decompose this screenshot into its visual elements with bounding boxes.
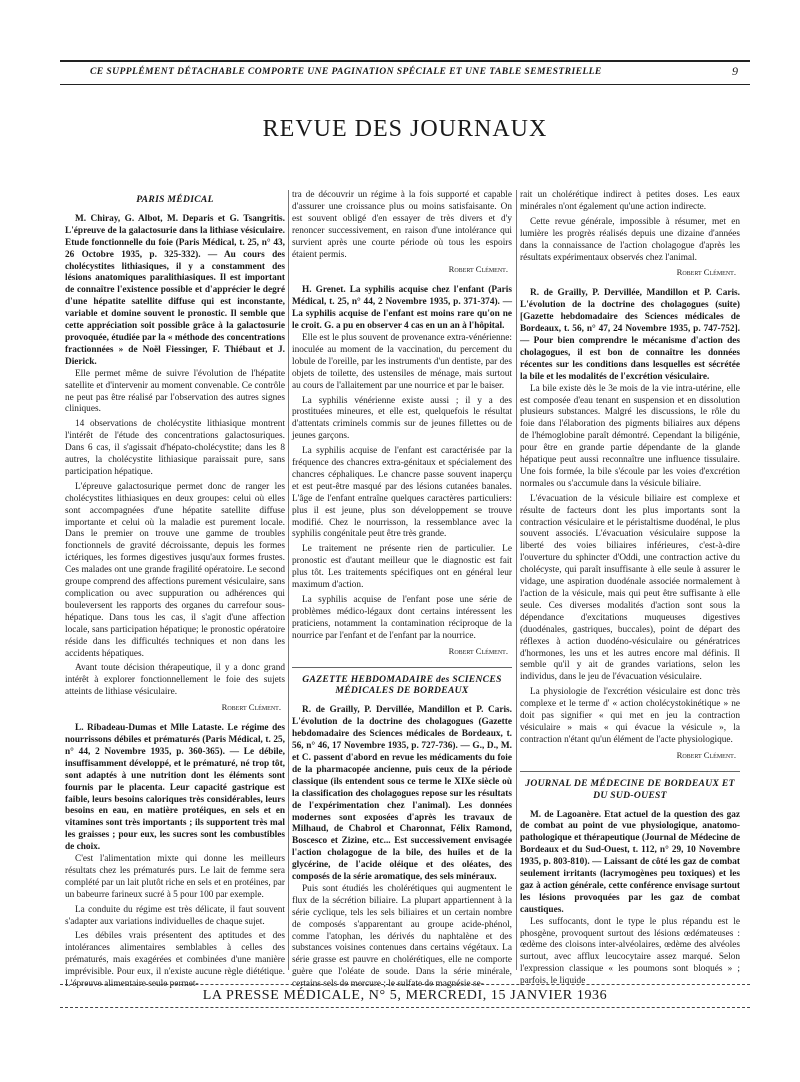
article-paragraph: Avant toute décision thérapeutique, il y a donc grand intérêt à explorer fonctionnellement le foie des sujets atteints de lithiase vésiculaire.	[65, 663, 285, 698]
column-1	[65, 190, 285, 994]
footer-imprint: LA PRESSE MÉDICALE, N° 5, MERCREDI, 15 JANVIER 1936	[202, 988, 608, 1003]
article-paragraph: Les débiles vrais présentent des aptitudes et des intolérances alimentaires semblables à celles des prématurés, mais exagérées et combinées d'une manière imprévisible. Pour eux, il n'existe aucune règle diététique. L'épreuve alimentaire seule permet-	[65, 931, 285, 990]
article-paragraph: Elle permet même de suivre l'évolution de l'hépatite satellite et d'intervenir au moment convenable. Ce contrôle ne peut pas être réalisé par l'observation des autres signes cliniques.	[65, 368, 285, 415]
article-paragraph: L. Ribadeau-Dumas et Mlle Lataste. Le régime des nourrissons débiles et prématurés (Paris Médical, t. 25, n° 44, 2 Novembre 1935, p. 360-365). — Le débile, insuffisamment développé, et le prématuré, né trop tôt, sont adaptés à une nutrition dont les éléments sont fournis par le placenta. Leur capacité gastrique est faible, leurs besoins caloriques très considérables, leurs besoins en eau, en matière protéiques, en sels et en vitamines sont très importants ; ils supportent très mal les graisses ; pour eux, les sucres sont les combustibles de choix.	[65, 723, 285, 853]
article-paragraph: La physiologie de l'excrétion vésiculaire est donc très complexe et le terme d' « action cholécystokinétique » ne doit pas signifier « qui met en jeu la contraction vésiculaire » mais « qui évacue la vésicule », la contraction n'étant qu'un élément de l'acte physiologique.	[520, 687, 740, 745]
section-heading: PARIS MÉDICAL	[136, 194, 214, 205]
article-paragraph: M. de Lagoanère. Etat actuel de la question des gaz de combat au point de vue physiologique, anatomo-pathologique et thérapeutique (Journal de Médecine de Bordeaux et du Sud-Ouest, t. 112, n° 29, 10 Novembre 1935, p. 803-810). — Laissant de côté les gaz de combat seulement irritants (lacrymogènes peu toxiques) et les gaz à action générale, cette conférence envisage surtout les lésions provoquées par les gaz de combat caustiques.	[520, 809, 740, 915]
article-paragraph: H. Grenet. La syphilis acquise chez l'enfant (Paris Médical, t. 25, n° 44, 2 Novembre 1935, p. 371-374). — La syphilis acquise de l'enfant est moins rare qu'on ne le croit. G. a pu en observer 4 cas en un an à l'hôpital.	[292, 285, 512, 332]
journal-page	[60, 40, 750, 1070]
section-heading: JOURNAL DE MÉDECINE DE BORDEAUX ET DU SUD-OUEST	[520, 771, 740, 802]
header-notice: CE SUPPLÉMENT DÉTACHABLE COMPORTE UNE PAGINATION SPÉCIALE ET UNE TABLE SEMESTRIELLE	[90, 66, 602, 77]
article-paragraph: C'est l'alimentation mixte qui donne les meilleurs résultats chez les prématurés purs. Le lait de femme sera complété par un lait plutôt riche en sels et en protéines, par un babeurre farineux sucré à 5 pour 100 par exemple.	[65, 854, 285, 900]
footer-band	[60, 984, 750, 1008]
article-paragraph: La syphilis acquise de l'enfant est caractérisée par la fréquence des chancres extra-génitaux et spécialement des chancres céphaliques. Le chancre passe souvent inaperçu et est peut-être masqué par des lésions cutanées banales. L'âge de l'enfant entraîne quelques caractères particuliers: plus il est jeune, plus son développement se trouve modifié. Chez le nourrisson, la ressemblance avec la syphilis congénitale peut être très grande.	[292, 446, 512, 540]
article-paragraph: L'épreuve galactosurique permet donc de ranger les cholécystites lithiasiques en deux groupes: celui où elles sont accompagnées d'une hépatite satellite diffuse importante et celui où la maladie est purement locale. Dans le premier on trouve une gamme de troubles fonctionnels de gravité décroissante, depuis les formes ictériques, les formes digestives jusqu'aux formes frustes. Ces malades ont une grande fragilité opératoire. Le second groupe comprend des affections purement vésiculaire, sans complication ou avec suppuration ou adhérences qui bouleversent les rapports des organes du carrefour sous-hépatique. Dans tous les cas, il s'agit d'une affection locale, sans participation hépatique; le pronostic opératoire réside dans les difficultés techniques et non dans les accidents hépatiques.	[65, 481, 285, 659]
article-paragraph: Le traitement ne présente rien de particulier. Le pronostic est d'autant meilleur que le diagnostic est fait plus tôt. Les traitements spécifiques ont en général leur maximum d'action.	[292, 544, 512, 591]
author-signature: Robert Clément.	[676, 749, 736, 760]
article-paragraph: La conduite du régime est très délicate, il faut souvent s'adapter aux variations individuelles de chaque sujet.	[65, 904, 285, 927]
article-paragraph: M. Chiray, G. Albot, M. Deparis et G. Tsangritis. L'épreuve de la galactosurie dans la lithiase vésiculaire. Etude fonctionnelle du foie (Paris Médical, t. 25, n° 43, 26 Octobre 1935, p. 325-332). — Au cours des cholécystites lithiasiques, il y a constamment des lésions anatomiques paralithiasiques. Il est important de connaître l'existence possible et d'apprécier le degré d'une hépatite satellite diffuse qui est inconstante, variable et domine souvent le pronostic. Il semble que cette appréciation soit possible grâce à la galactosurie provoquée, étudiée par la « méthode des concentrations fractionnées » de Noël Fiessinger, F. Thiébaut et J. Dierick.	[65, 213, 285, 367]
page-title: REVUE DES JOURNAUX	[262, 116, 548, 142]
article-paragraph: La syphilis acquise de l'enfant pose une série de problèmes médico-légaux dont certains intéressent les praticiens, notamment la contamination réciproque de la nourrice par l'enfant et de l'enfant par la nourrice.	[292, 595, 512, 641]
article-paragraph: R. de Grailly, P. Dervillée, Mandillon et P. Caris. L'évolution de la doctrine des cholagogues (suite) [Gazette hebdomadaire des Sciences médicales de Bordeaux, t. 56, n° 47, 24 Novembre 1935, p. 747-752]. — Pour bien comprendre le mécanisme d'action des cholagogues, il est bon de connaître les données récentes sur les conditions dans lesquelles est sécrétée la bile et les modalités de l'excrétion vésiculaire.	[520, 288, 740, 382]
author-signature: Robert Clément.	[448, 264, 508, 275]
author-signature: Robert Clément.	[676, 267, 736, 278]
article-paragraph: 14 observations de cholécystite lithiasique montrent l'intérêt de l'étude des concentrations galactosuriques. Dans 6 cas, il s'agissait d'hépato-cholécystite; dans les 8 autres, la cholécystite lithiasique paraissait pure, sans participation hépatique.	[65, 419, 285, 477]
article-paragraph: Cette revue générale, impossible à résumer, met en lumière les progrès réalisés depuis une dizaine d'années dans la connaissance de l'action cholagogue d'après les résultats expérimentaux observés chez l'animal.	[520, 216, 740, 263]
page-number: 9	[732, 64, 738, 78]
author-signature: Robert Clément.	[448, 645, 508, 656]
article-paragraph: La syphilis vénérienne existe aussi ; il y a des prostituées mineures, et elle est, quelquefois le résultat d'attentats criminels commis sur de jeunes fillettes ou de jeunes garçons.	[292, 395, 512, 442]
header-band	[60, 60, 750, 85]
author-signature: Robert Clément.	[221, 702, 281, 713]
article-paragraph: rait un cholérétique indirect à petites doses. Les eaux minérales n'ont également qu'une action indirecte.	[520, 190, 740, 212]
article-paragraph: La bile existe dès le 3e mois de la vie intra-utérine, elle est composée d'eau tenant en suspension et en dissolution plusieurs substances. Malgré les discussions, le rôle du foie dans l'élaboration des pigments biliaires aux dépens de l'hémoglobine paraît démontré. Cependant la biligénie, pour être en grande partie dépendante de la glande hépatique peut aussi reconnaître une influence tissulaire. Une fois formée, la bile s'écoule par les voies d'excrétion normales ou s'accumule dans la vésicule biliaire.	[520, 383, 740, 489]
article-paragraph: Elle est le plus souvent de provenance extra-vénérienne: inoculée au moment de la vaccination, du percement du lobule de l'oreille, par les instruments d'un dentiste, par des objets de toilette, des ustensiles de ménage, mais surtout au cours de l'allaitement par une nourrice et par le baiser.	[292, 332, 512, 391]
article-paragraph: R. de Grailly, P. Dervillée, Mandillon et P. Caris. L'évolution de la doctrine des cholagogues (Gazette hebdomadaire des Sciences médicales de Bordeaux, t. 56, n° 46, 17 Novembre 1935, p. 727-736). — G., D., M. et C. passent d'abord en revue les médicaments du foie de la pharmacopée ancienne, puis ceux de la période classique (ils entendent sous ce terme le XIXe siècle où la classification des cholagogues repose sur les résultats de l'expérimentation chez l'animal). Les données modernes sont exposées d'après les travaux de Milhaud, de Chabrol et Charonnat, Félix Ramond, Boscesco et Zizine, etc... Est successivement envisagée l'action cholagogue de la bile, des huiles et de la glycérine, de l'acide oléique et des oléates, des composés de la série aromatique, des sels minéraux.	[292, 705, 512, 883]
column-divider	[288, 190, 289, 970]
column-2	[292, 190, 512, 994]
article-paragraph: tra de découvrir un régime à la fois supporté et capable d'assurer une croissance plus ou moins satisfaisante. On est souvent obligé d'en essayer de très divers et d'y renoncer successivement, en raison d'une intolérance qui survient après une courte période où tous les espoirs étaient permis.	[292, 190, 512, 260]
article-paragraph: Puis sont étudiés les cholérétiques qui augmentent le flux de la sécrétion biliaire. La plupart appartiennent à la série cyclique, tels les sels biliaires et un certain nombre de composés s'apparentant au groupe acide-phénol, comme l'atophan, les dérivés du naphtalène et des substances voisines contenues dans certains végétaux. La série grasse est pauvre en cholérétiques, elle ne comporte guère que l'oléate de soude. Dans la série minérale, certains sels de mercure ; le sulfate de magnésie se-	[292, 883, 512, 990]
column-divider	[516, 190, 517, 970]
article-paragraph: L'évacuation de la vésicule biliaire est complexe et résulte de facteurs dont les plus importants sont la contraction vésiculaire et le péristaltisme duodénal, le plus souvent associés. L'évacuation vésiculaire suppose la liberté des voies biliaires inférieures, c'est-à-dire l'ouverture du sphincter d'Oddi, une contraction active du cholécyste, qui paraît insuffisante à elle seule à assurer le vidage, une aspiration duodénale associée normalement à l'action de la vésicule, mais qui peut être suffisante à elle seule. Ces diverses modalités d'action sont sous la dépendance d'excitations muqueuses digestives (duodénales, gastriques, buccales), point de départ des réflexes à action duodéno-vésiculaire ou génératrices d'hormones, les uns et les autres encore mal définis. Il semble qu'il y ait de grandes variations, selon les individus, dans le jeu de l'évacuation vésiculaire.	[520, 493, 740, 683]
column-3	[520, 190, 740, 991]
article-paragraph: Les suffocants, dont le type le plus répandu est le phosgène, provoquent surtout des lésions œdémateuses : œdème des cloisons inter-alvéolaires, œdème des alvéoles surtout, avec afflux leucocytaire assez marqué. Selon l'expression classique « les poumons sont bloqués » ; parfois, le liquide	[520, 916, 740, 987]
section-heading: GAZETTE HEBDOMADAIRE des SCIENCES MÉDICALES DE BORDEAUX	[292, 667, 512, 698]
